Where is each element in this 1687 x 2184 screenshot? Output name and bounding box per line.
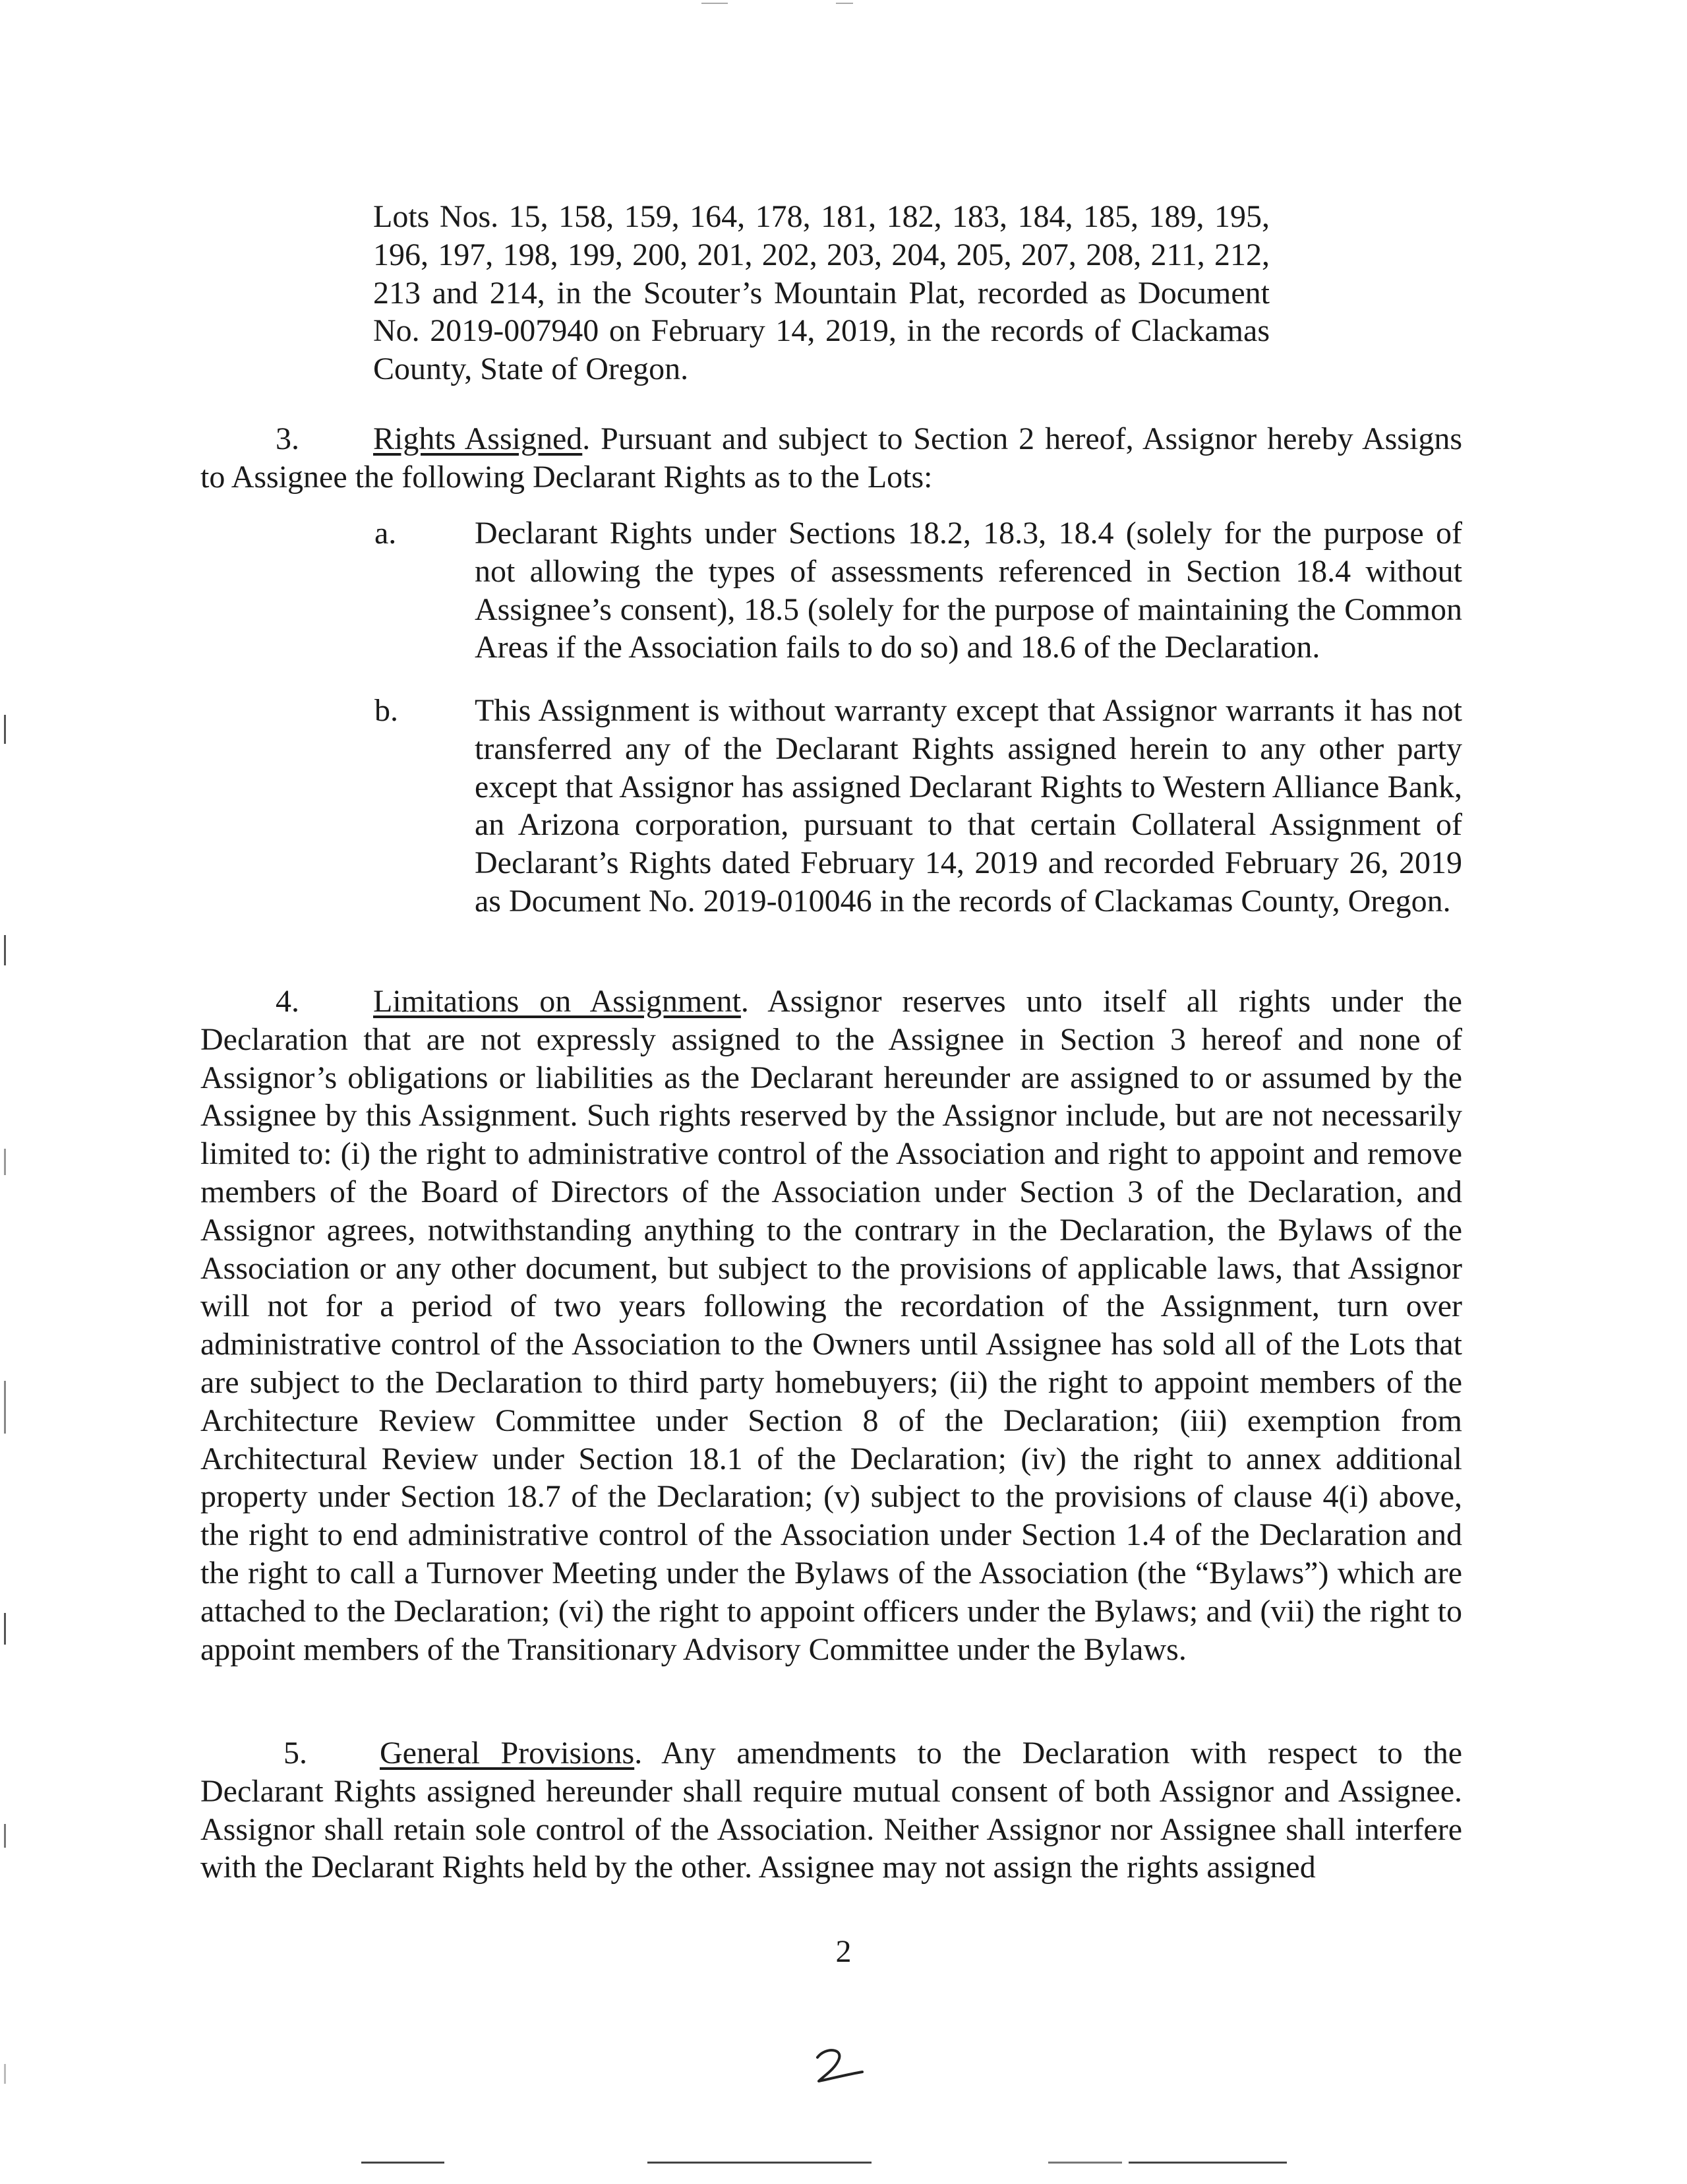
section-3-heading: Rights Assigned <box>373 421 583 456</box>
scan-mark <box>4 1381 6 1434</box>
scan-mark <box>4 1824 6 1848</box>
section-4-number: 4. <box>276 984 299 1019</box>
scan-mark <box>647 2162 872 2164</box>
section-4-text: . Assignor reserves unto itself all rights under the Declaration that are not expressly assigned to the Assignee in Section 3 hereof and none of Assignor’s obligations or liabilities as the Declarant hereunder are assigned to or assumed by the Assignee by this Assignment. Such rights reserved by the Assignor include, but are not necessarily limited to: (i) the right to administrative control of the Association and right to appoint and remove members of the Board of Directors of the Association under Section 3 of the Declaration, and Assignor agrees, notwithstanding anything to the contrary in the Declaration, the Bylaws of the Association or any other document, but subject to the provisions of applicable laws, that Assignor will not for a period of two years following the recordation of the Assignment, turn over administrative control of the Association to the Owners until Assignee has sold all of the Lots that are subject to the Declaration to third party homebuyers; (ii) the right to appoint members of the Architecture Review Committee under Section 8 of the Declaration; (iii) exemption from Architectural Review under Section 18.1 of the Declaration; (iv) the right to annex additional property under Section 18.7 of the Declaration; (v) subject to the provisions of clause 4(i) above, the right to end administrative control of the Association under Section 1.4 of the Declaration and the right to call a Turnover Meeting under the Bylaws of the Association (the “Bylaws”) which are attached to the Declaration; (vi) the right to appoint officers under the Bylaws; and (vii) the right to appoint members of the Transitionary Advisory Committee under the Bylaws. <box>200 984 1462 1667</box>
scan-mark <box>4 1149 6 1175</box>
handwritten-initial <box>810 2043 869 2089</box>
scan-mark <box>4 935 6 965</box>
scan-mark <box>4 715 6 744</box>
scan-mark <box>836 3 853 4</box>
section-5-text: . Any amendments to the Declaration with respect to the Declarant Rights assigned hereunder shall require mutual consent of both Assignor and Assignee. Assignor shall retain sole control of the Association. Neither Assignor nor Assignee shall interfere with the Declarant Rights held by the other. Assignee may not assign the rights assigned <box>200 1736 1463 1885</box>
scan-mark <box>1129 2162 1287 2164</box>
scan-mark <box>4 1613 6 1645</box>
section-3-number: 3. <box>276 421 299 456</box>
section-3-text: . Pursuant and subject to Section 2 hereof, Assignor hereby Assigns to Assignee the following Declarant Rights as to the Lots: <box>200 421 1462 495</box>
section-5-heading: General Provisions <box>380 1736 635 1771</box>
lots-description: Lots Nos. 15, 158, 159, 164, 178, 181, 182, 183, 184, 185, 189, 195, 196, 197, 198, 199, 200, 201, 202, 203, 204, 205, 207, 208, 211, 212, 213 and 214, in the Scouter’s Mountain Plat, recorded as Document No. 2019-007940 on February 14, 2019, in the records of Clackamas County, State of Oregon. <box>373 199 1270 387</box>
section-5-number: 5. <box>283 1736 307 1771</box>
item-b-letter: b. <box>374 693 398 728</box>
section-4-heading: Limitations on Assignment <box>373 984 741 1019</box>
section-3 <box>200 420 1462 497</box>
item-a-letter: a. <box>374 516 397 551</box>
item-a-text: Declarant Rights under Sections 18.2, 18.3, 18.4 (solely for the purpose of not allowing the types of assessments referenced in Section 18.4 without Assignee’s consent), 18.5 (solely for the purpose of maintaining the Common Areas if the Association fails to do so) and 18.6 of the Declaration. <box>475 516 1462 665</box>
scan-mark <box>4 2064 6 2084</box>
section-5 <box>200 1734 1462 1887</box>
page-number: 2 <box>835 1934 852 1969</box>
section-4 <box>200 983 1462 1668</box>
scan-mark <box>1048 2162 1122 2164</box>
scan-mark <box>361 2162 444 2164</box>
scan-mark <box>701 3 728 4</box>
item-b-text: This Assignment is without warranty except that Assignor warrants it has not transferred any of the Declarant Rights assigned herein to any other party except that Assignor has assigned Declarant Rights to Western Alliance Bank, an Arizona corporation, pursuant to that certain Collateral Assignment of Declarant’s Rights dated February 14, 2019 and recorded February 26, 2019 as Document No. 2019-010046 in the records of Clackamas County, Oregon. <box>475 693 1462 919</box>
